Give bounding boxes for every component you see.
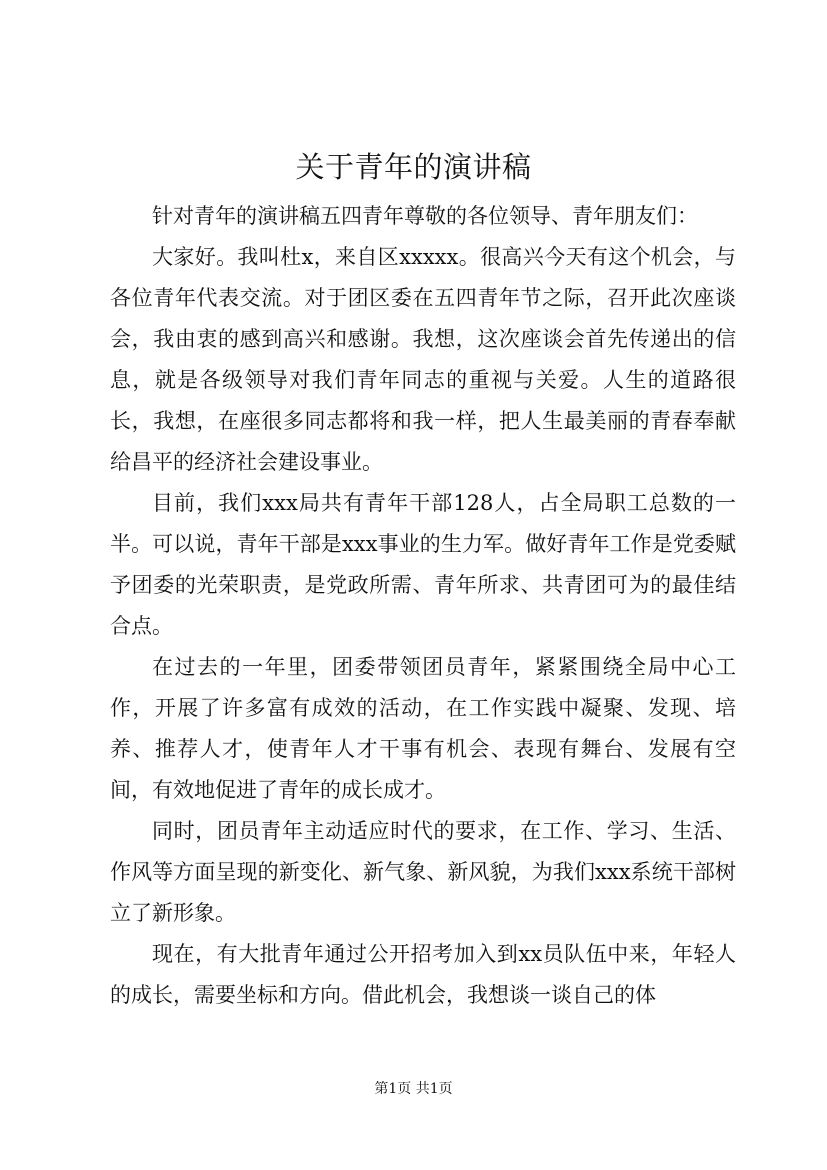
- paragraph: 大家好。我叫杜x，来自区xxxxx。很高兴今天有这个机会，与各位青年代表交流。对于团区委在五四青年节之际，召开此次座谈会，我由衷的感到高兴和感谢。我想，这次座谈会首先传递出的信息，就是各级领导对我们青年同志的重视与关爱。人生的道路很长，我想，在座很多同志都将和我一样，把人生最美丽的青春奉献给昌平的经济社会建设事业。: [110, 245, 736, 474]
- document-body: [110, 196, 736, 1016]
- paragraph: 现在，有大批青年通过公开招考加入到xx员队伍中来，年轻人的成长，需要坐标和方向。借此机会，我想谈一谈自己的体: [110, 942, 736, 1007]
- paragraph: 同时，团员青年主动适应时代的要求，在工作、学习、生活、作风等方面呈现的新变化、新气象、新风貌，为我们xxx系统干部树立了新形象。: [110, 819, 736, 925]
- document-title: 关于青年的演讲稿: [295, 150, 532, 184]
- paragraph-salutation: 针对青年的演讲稿五四青年尊敬的各位领导、青年朋友们：: [152, 204, 698, 228]
- paragraph: 在过去的一年里，团委带领团员青年，紧紧围绕全局中心工作，开展了许多富有成效的活动，在工作实践中凝聚、发现、培养、推荐人才，使青年人才干事有机会、表现有舞台、发展有空间，有效地促进了青年的成长成才。: [110, 655, 736, 802]
- paragraph: 目前，我们xxx局共有青年干部128人，占全局职工总数的一半。可以说，青年干部是xxx事业的生力军。做好青年工作是党委赋予团委的光荣职责，是党政所需、青年所求、共青团可为的最佳结合点。: [110, 491, 736, 638]
- page-number-footer: 第1页 共1页: [374, 1081, 453, 1097]
